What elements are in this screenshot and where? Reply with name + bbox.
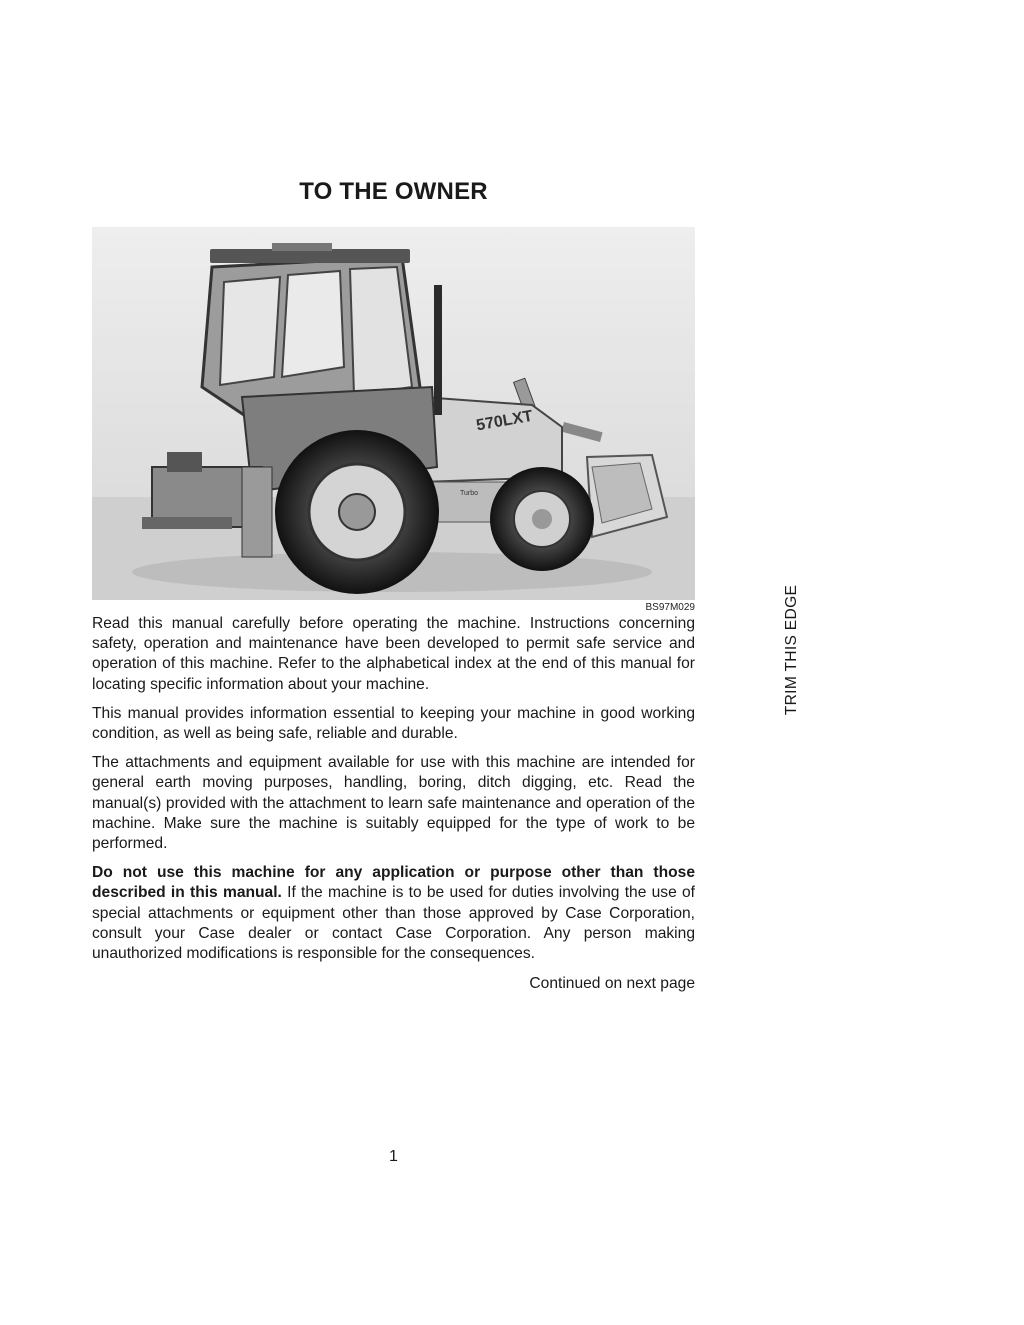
body-text [92, 614, 695, 1003]
page-title: TO THE OWNER [299, 178, 488, 205]
paragraph-4 [92, 863, 695, 964]
front-tire [490, 467, 594, 571]
trim-edge-label [777, 580, 807, 720]
model-decal: 570LXT [475, 407, 535, 435]
page-number: 1 [389, 1148, 398, 1165]
trim-edge-text: TRIM THIS EDGE [783, 584, 800, 716]
engine-decal: Turbo [460, 490, 479, 497]
backhoe-loader-photo [92, 227, 695, 600]
figure-code: BS97M029 [645, 602, 695, 613]
paragraph-3: The attachments and equipment available for use with this machine are intended for general earth moving purposes, handling, boring, ditch digging, etc. Read the manual(s) provided with the attachment to learn safe maintenance and operation of the machine. Make sure the machine is suitably equipped for the type of work to be performed. [92, 754, 695, 853]
paragraph-1: Read this manual carefully before operating the machine. Instructions concerning safety, operation and maintenance have been developed to permit safe service and operation of this machine. Refer to the alphabetical index at the end of this manual for locating specific information about your machine. [92, 615, 695, 693]
rear-tire [275, 430, 439, 594]
exhaust-stack [434, 285, 442, 415]
continued-note: Continued on next page [529, 975, 695, 993]
warning-statement: Do not use this machine for any application or purpose other than those described in this manual. [92, 864, 695, 902]
paragraph-2: This manual provides information essential to keeping your machine in good working condition, as well as being safe, reliable and durable. [92, 704, 695, 743]
paragraph-4-rest: If the machine is to be used for duties involving the use of special attachments or equipment other than those approved by Case Corporation, consult your Case dealer or contact Case Corporation. Any person making unauthorized modifications is responsible for the consequences. [92, 884, 696, 963]
